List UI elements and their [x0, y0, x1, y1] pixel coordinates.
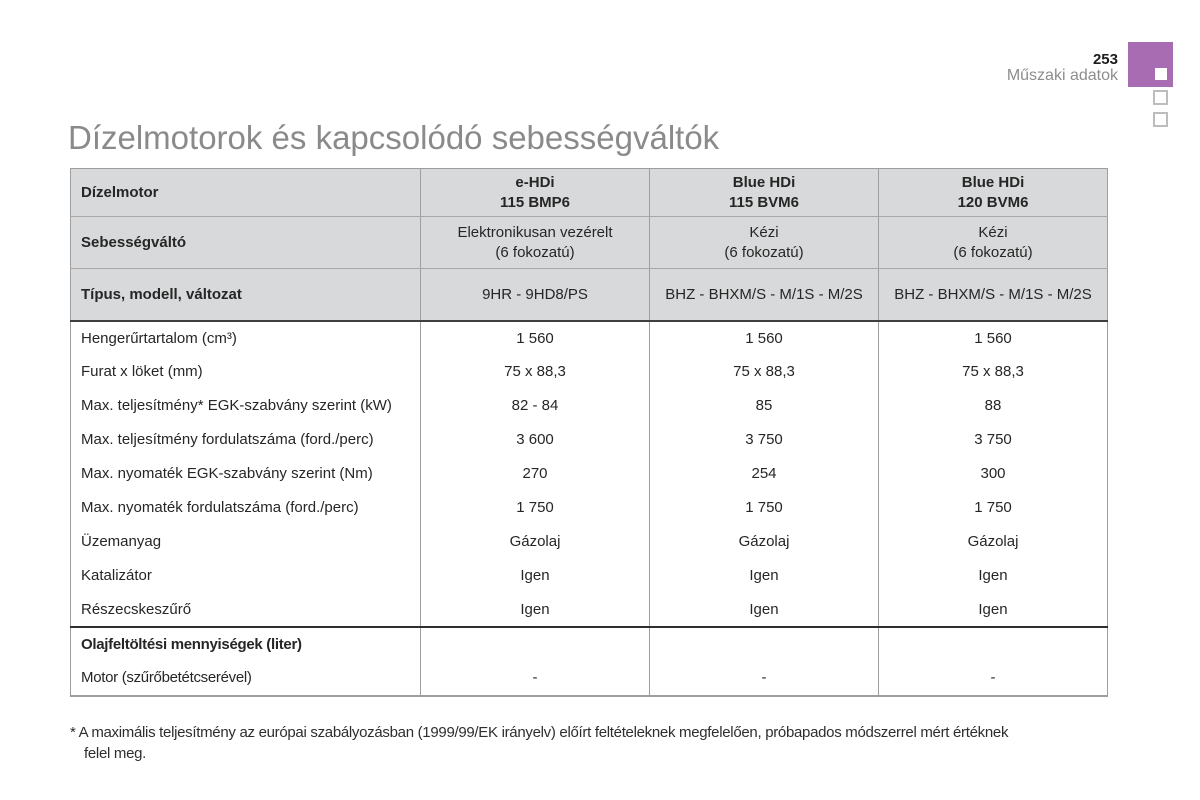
header-row-type-label: Típus, modell, változat — [71, 269, 421, 321]
table-row — [71, 423, 1108, 457]
header-cell-type-2: BHZ - BHXM/S - M/1S - M/2S — [650, 269, 879, 321]
oil-section-empty-cell — [421, 627, 650, 661]
header-cell-type-3: BHZ - BHXM/S - M/1S - M/2S — [879, 269, 1108, 321]
header-row-engine — [71, 169, 1108, 217]
row-label: Részecskeszűrő — [71, 593, 421, 627]
header-row-type — [71, 269, 1108, 321]
header-cell-gearbox-3 — [879, 217, 1108, 269]
row-value: 1 560 — [421, 321, 650, 355]
row-value: 75 x 88,3 — [421, 355, 650, 389]
section-outline-square-icon — [1153, 112, 1168, 127]
table-row — [71, 525, 1108, 559]
page-number: 253 — [1092, 51, 1118, 68]
row-label: Motor (szűrőbetétcserével) — [71, 661, 421, 696]
cell-line: Kézi — [978, 223, 1008, 241]
row-value: Gázolaj — [879, 525, 1108, 559]
cell-line: 120 BVM6 — [957, 193, 1029, 211]
section-tab-inner-square-icon — [1155, 68, 1167, 80]
row-value: 3 750 — [650, 423, 879, 457]
row-value: 300 — [879, 457, 1108, 491]
row-value: 254 — [650, 457, 879, 491]
row-value: - — [650, 661, 879, 696]
header-cell-engine-3 — [879, 169, 1108, 217]
header-cell-gearbox-1 — [421, 217, 650, 269]
row-value: 88 — [879, 389, 1108, 423]
row-label: Üzemanyag — [71, 525, 421, 559]
row-value: - — [421, 661, 650, 696]
footnote — [70, 722, 1115, 764]
oil-section-empty-cell — [879, 627, 1108, 661]
row-value: Igen — [879, 559, 1108, 593]
oil-section-body — [71, 627, 1108, 696]
table-row — [71, 355, 1108, 389]
row-value: 3 600 — [421, 423, 650, 457]
table-row — [71, 321, 1108, 355]
cell-line: (6 fokozatú) — [724, 243, 804, 261]
table-row — [71, 491, 1108, 525]
header-row-engine-label: Dízelmotor — [71, 169, 421, 217]
cell-line: e-HDi — [515, 173, 555, 191]
row-value: Igen — [650, 593, 879, 627]
header-row-gearbox — [71, 217, 1108, 269]
table-row — [71, 661, 1108, 696]
spec-rows-body — [71, 321, 1108, 627]
header-cell-engine-2 — [650, 169, 879, 217]
cell-line: Blue HDi — [732, 173, 796, 191]
row-label: Max. teljesítmény* EGK-szabvány szerint (kW) — [71, 389, 421, 423]
row-value: 270 — [421, 457, 650, 491]
row-value: Gázolaj — [650, 525, 879, 559]
cell-line: 115 BVM6 — [728, 193, 800, 211]
row-value: Igen — [421, 593, 650, 627]
cell-line: Elektronikusan vezérelt — [457, 223, 613, 241]
row-value: 1 750 — [879, 491, 1108, 525]
header-cell-type-1: 9HR - 9HD8/PS — [421, 269, 650, 321]
header-cell-gearbox-2 — [650, 217, 879, 269]
page-title: Dízelmotorok és kapcsolódó sebességváltók — [68, 119, 720, 156]
cell-line: (6 fokozatú) — [495, 243, 575, 261]
cell-line: 115 BMP6 — [499, 193, 571, 211]
row-value: Igen — [421, 559, 650, 593]
table-row — [71, 457, 1108, 491]
row-value: 75 x 88,3 — [879, 355, 1108, 389]
row-label: Max. nyomaték EGK-szabvány szerint (Nm) — [71, 457, 421, 491]
table-header — [71, 169, 1108, 321]
section-outline-square-icon — [1153, 90, 1168, 105]
row-label: Hengerűrtartalom (cm³) — [71, 321, 421, 355]
row-label: Furat x löket (mm) — [71, 355, 421, 389]
row-value: Gázolaj — [421, 525, 650, 559]
row-value: Igen — [879, 593, 1108, 627]
header-cell-engine-1 — [421, 169, 650, 217]
oil-section-header-label: Olajfeltöltési mennyiségek (liter) — [71, 627, 421, 661]
table-row — [71, 559, 1108, 593]
row-value: 1 560 — [879, 321, 1108, 355]
oil-section-header-row — [71, 627, 1108, 661]
footnote-line: felel meg. — [84, 745, 147, 762]
row-value: 85 — [650, 389, 879, 423]
header-row-gearbox-label: Sebességváltó — [71, 217, 421, 269]
section-tab-marker — [1128, 42, 1173, 87]
row-value: 82 - 84 — [421, 389, 650, 423]
oil-section-empty-cell — [650, 627, 879, 661]
row-value: - — [879, 661, 1108, 696]
table-row — [71, 593, 1108, 627]
row-label: Max. teljesítmény fordulatszáma (ford./perc) — [71, 423, 421, 457]
diesel-spec-table — [70, 168, 1108, 697]
row-value: 3 750 — [879, 423, 1108, 457]
row-value: 1 750 — [421, 491, 650, 525]
row-value: 1 750 — [650, 491, 879, 525]
row-label: Max. nyomaték fordulatszáma (ford./perc) — [71, 491, 421, 525]
cell-line: Kézi — [749, 223, 779, 241]
row-value: 75 x 88,3 — [650, 355, 879, 389]
cell-line: (6 fokozatú) — [953, 243, 1033, 261]
row-value: 1 560 — [650, 321, 879, 355]
row-value: Igen — [650, 559, 879, 593]
table-row — [71, 389, 1108, 423]
section-label: Műszaki adatok — [1006, 67, 1118, 84]
row-label: Katalizátor — [71, 559, 421, 593]
footnote-line: * A maximális teljesítmény az európai szabályozásban (1999/99/EK irányelv) előírt feltételeknek megfelelően, próbapados módszerrel mért értéknek — [70, 724, 1009, 741]
cell-line: Blue HDi — [961, 173, 1025, 191]
